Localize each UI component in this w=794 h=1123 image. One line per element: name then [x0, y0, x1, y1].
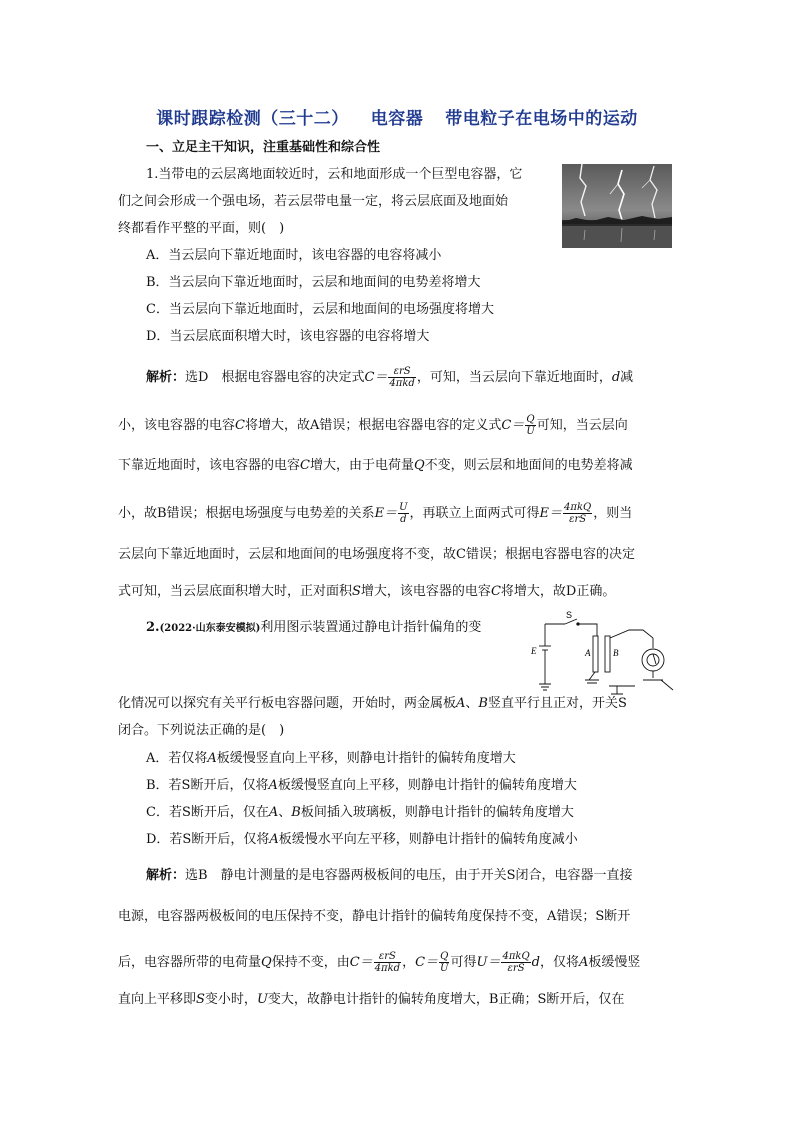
q2-stem-line1: 2.(2022·山东泰安模拟)利用图示装置通过静电计指针偏角的变 [146, 620, 482, 635]
q2-solution-line4: 直向上平移即S变小时，U变大，故静电计指针的偏转角度增大，B正确；S断开后，仅在 [118, 992, 625, 1007]
q2-stem-line2: 化情况可以探究有关平行板电容器问题，开始时，两金属板A、B竖直平行且正对，开关S [118, 696, 627, 711]
q1-stem-line2: 们之间会形成一个强电场，若云层带电量一定，将云层底面及地面始 [118, 194, 509, 209]
electroscope-circuit-diagram [525, 608, 680, 698]
q2-solution-line3: 后，电容器所带的电荷量Q保持不变，由C＝ $\frac{\text{εrS}}{\text{4πkd}}$ ，C＝ $\frac{Q}{U}$ 可得U＝ $\frac{\text{4πkQ}}{\text{εrS}}$ d，仅将A板缓慢竖 [118, 951, 641, 974]
q2-option-d: D．若S断开后，仅将A板缓慢水平向左平移，则静电计指针的偏转角度减小 [146, 832, 578, 847]
q2-source: (2022·山东泰安模拟) [159, 623, 261, 634]
q1-stem-line3: 终都看作平整的平面，则( ) [118, 221, 285, 236]
q2-option-b: B．若S断开后，仅将A板缓慢竖直向上平移，则静电计指针的偏转角度增大 [146, 778, 577, 793]
field-formula: $\frac{U}{d}$ [399, 502, 408, 525]
switch-label: S [566, 610, 573, 620]
q1-stem-line1: 1.当带电的云层离地面较近时，云和地面形成一个巨型电容器，它 [146, 167, 523, 182]
plate-a-label: A [585, 648, 591, 658]
section-heading: 一、立足主干知识，注重基础性和综合性 [146, 140, 381, 155]
q1-solution-line1: 解析：选D 根据电容器电容的决定式C＝ $\frac{\text{εrS}}{\text{4πkd}}$ ，可知，当云层向下靠近地面时，d减 [146, 366, 634, 389]
q2-solution-line1: 解析：选B 静电计测量的是电容器两极板间的电压，由于开关S闭合，电容器一直接 [146, 868, 633, 883]
q2-option-c: C．若S断开后，仅在A、B板间插入玻璃板，则静电计指针的偏转角度增大 [146, 805, 574, 820]
title-part3: 带电粒子在电场中的运动 [445, 109, 638, 129]
q1-solution-line4: 小，故B错误；根据电场强度与电势差的关系E＝ $\frac{U}{d}$ ，再联立上面两式可得E＝ $\frac{\text{4πkQ}}{\text{εrS}}$ ，则当 [118, 502, 633, 525]
q1-option-d: D．当云层底面积增大时，该电容器的电容将增大 [146, 329, 430, 344]
solution-label: 解析： [146, 868, 186, 883]
solution-label: 解析： [146, 370, 186, 385]
q1-option-b: B．当云层向下靠近地面时，云层和地面间的电势差将增大 [146, 275, 481, 290]
title-part1: 课时跟踪检测（三十二） [156, 109, 349, 129]
q2-solution-line2: 电源，电容器两极板间的电压保持不变，静电计指针的偏转角度保持不变，A错误；S断开 [118, 909, 631, 924]
q2-stem-line3: 闭合。下列说法正确的是( ) [118, 723, 285, 738]
definition-formula: $\frac{Q}{U}$ [526, 414, 535, 437]
page-title [0, 104, 794, 129]
q1-solution-line2: 小，该电容器的电容C将增大，故A错误；根据电容器电容的定义式C＝ $\frac{Q}{U}$ 可知，当云层向 [118, 414, 628, 437]
q2-option-a: A．若仅将A板缓慢竖直向上平移，则静电计指针的偏转角度增大 [146, 751, 516, 766]
plate-b-label: B [613, 648, 619, 658]
capacitance-formula: $\frac{\text{εrS}}{\text{4πkd}}$ [389, 366, 415, 389]
q1-option-a: A．当云层向下靠近地面时，该电容器的电容将减小 [146, 248, 442, 263]
battery-label: E [531, 646, 537, 656]
q1-option-c: C．当云层向下靠近地面时，云层和地面间的电场强度将增大 [146, 302, 494, 317]
combined-formula: $\frac{\text{4πkQ}}{\text{εrS}}$ [564, 502, 592, 525]
q1-solution-line6: 式可知，当云层底面积增大时，正对面积S增大，该电容器的电容C将增大，故D正确。 [118, 584, 616, 599]
q1-solution-line3: 下靠近地面时，该电容器的电容C增大，由于电荷量Q不变，则云层和地面间的电势差将减 [118, 458, 633, 473]
lightning-photo [562, 164, 672, 248]
title-part2: 电容器 [370, 109, 424, 129]
q1-solution-line5: 云层向下靠近地面时，云层和地面间的电场强度将不变，故C错误；根据电容器电容的决定 [118, 547, 635, 562]
